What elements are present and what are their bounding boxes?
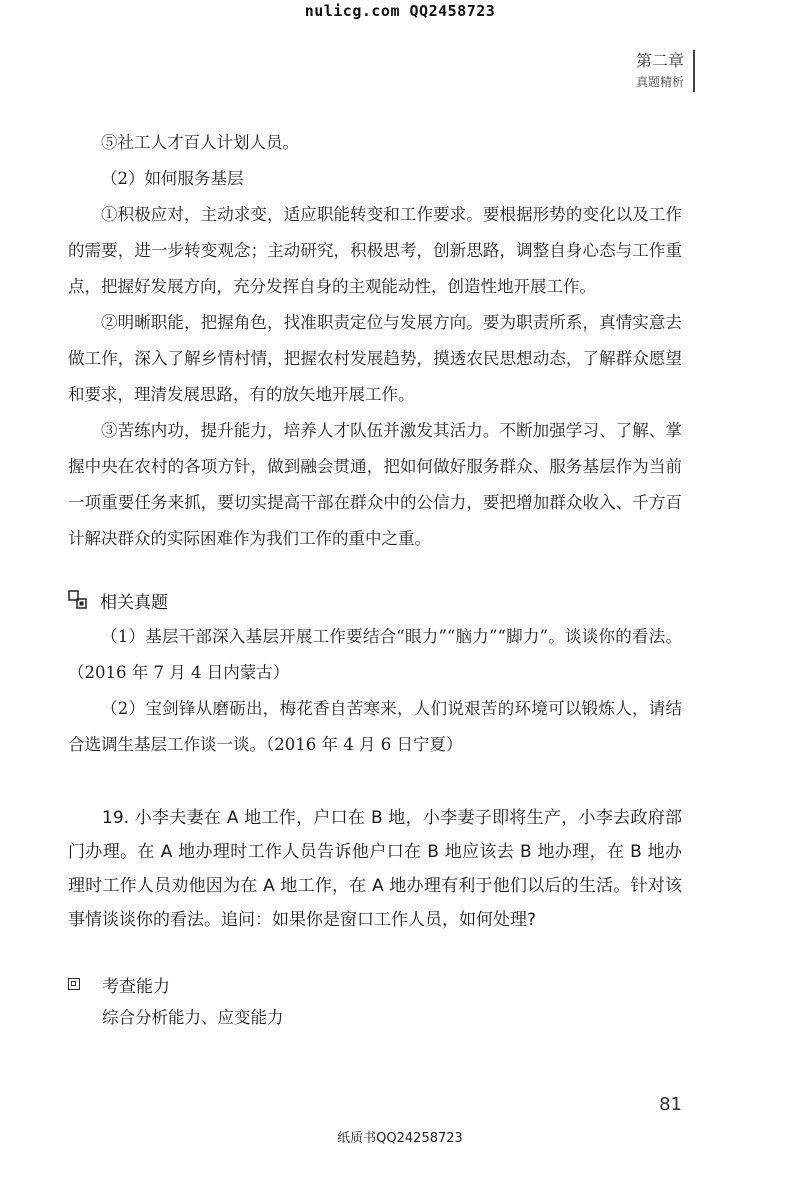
chapter-label: 第二章 [635,51,684,70]
page-number: 81 [659,1094,682,1115]
page-content [68,125,682,1035]
linked-squares-icon [68,590,88,610]
paragraph-2-clarify: ②明晰职能，把握角色，找准职责定位与发展方向。要为职责所系，真情实意去做工作，深入了解乡情村情，把握农村发展趋势，摸透农民思想动态，了解群众愿望和要求，理清发展思路，有的放矢地开展工作。 [68,313,682,404]
nested-square-icon [68,978,80,990]
paragraph-5-talent: ⑤社工人才百人计划人员。 [101,133,299,152]
subheading-serve-grassroots: （2）如何服务基层 [101,169,244,188]
paragraph-1-respond: ①积极应对，主动求变，适应职能转变和工作要求。要根据形势的变化以及工作的需要，进一步转变观念；主动研究，积极思考，创新思路，调整自身心态与工作重点，把握好发展方向，充分发挥自身的主观能动性，创造性地开展工作。 [68,205,682,296]
related-question-1: （1）基层干部深入基层开展工作要结合“眼力”“脑力”“脚力”。谈谈你的看法。（2016 年 7 月 4 日内蒙古） [68,627,682,682]
top-watermark: nulicg.com QQ2458723 [304,2,496,20]
section-label: 真题精析 [635,75,684,90]
paragraph-3-skills: ③苦练内功，提升能力，培养人才队伍并激发其活力。不断加强学习、了解、掌握中央在农村的各项方针，做到融会贯通，把如何做好服务群众、服务基层作为当前一项重要任务来抓，要切实提高干部在群众中的公信力，要把增加群众收入、千方百计解决群众的实际困难作为我们工作的重中之重。 [68,421,682,548]
related-question-2: （2）宝剑锋从磨砺出，梅花香自苦寒来，人们说艰苦的环境可以锻炼人，请结合选调生基层工作谈一谈。（2016 年 4 月 6 日宁夏） [68,699,682,754]
ability-header [68,967,682,1001]
running-head-divider [693,50,695,92]
related-questions-header [68,583,682,617]
related-questions-title: 相关真题 [100,592,168,613]
running-head [636,52,684,90]
bottom-watermark: 纸质书QQ24258723 [337,1131,463,1146]
question-19: 19. 小李夫妻在 A 地工作，户口在 B 地，小李妻子即将生产，小李去政府部门办理。在 A 地办理时工作人员告诉他户口在 B 地应该去 B 地办理，在 B 地办理时工作人员劝他因为在 A 地工作，在 A 地办理有利于他们以后的生活。针对该事情谈谈你的看法。追问：如果你是窗口工作人员，如何处理? [68,808,682,930]
ability-text: 综合分析能力、应变能力 [102,1008,284,1027]
ability-title: 考查能力 [102,976,170,997]
